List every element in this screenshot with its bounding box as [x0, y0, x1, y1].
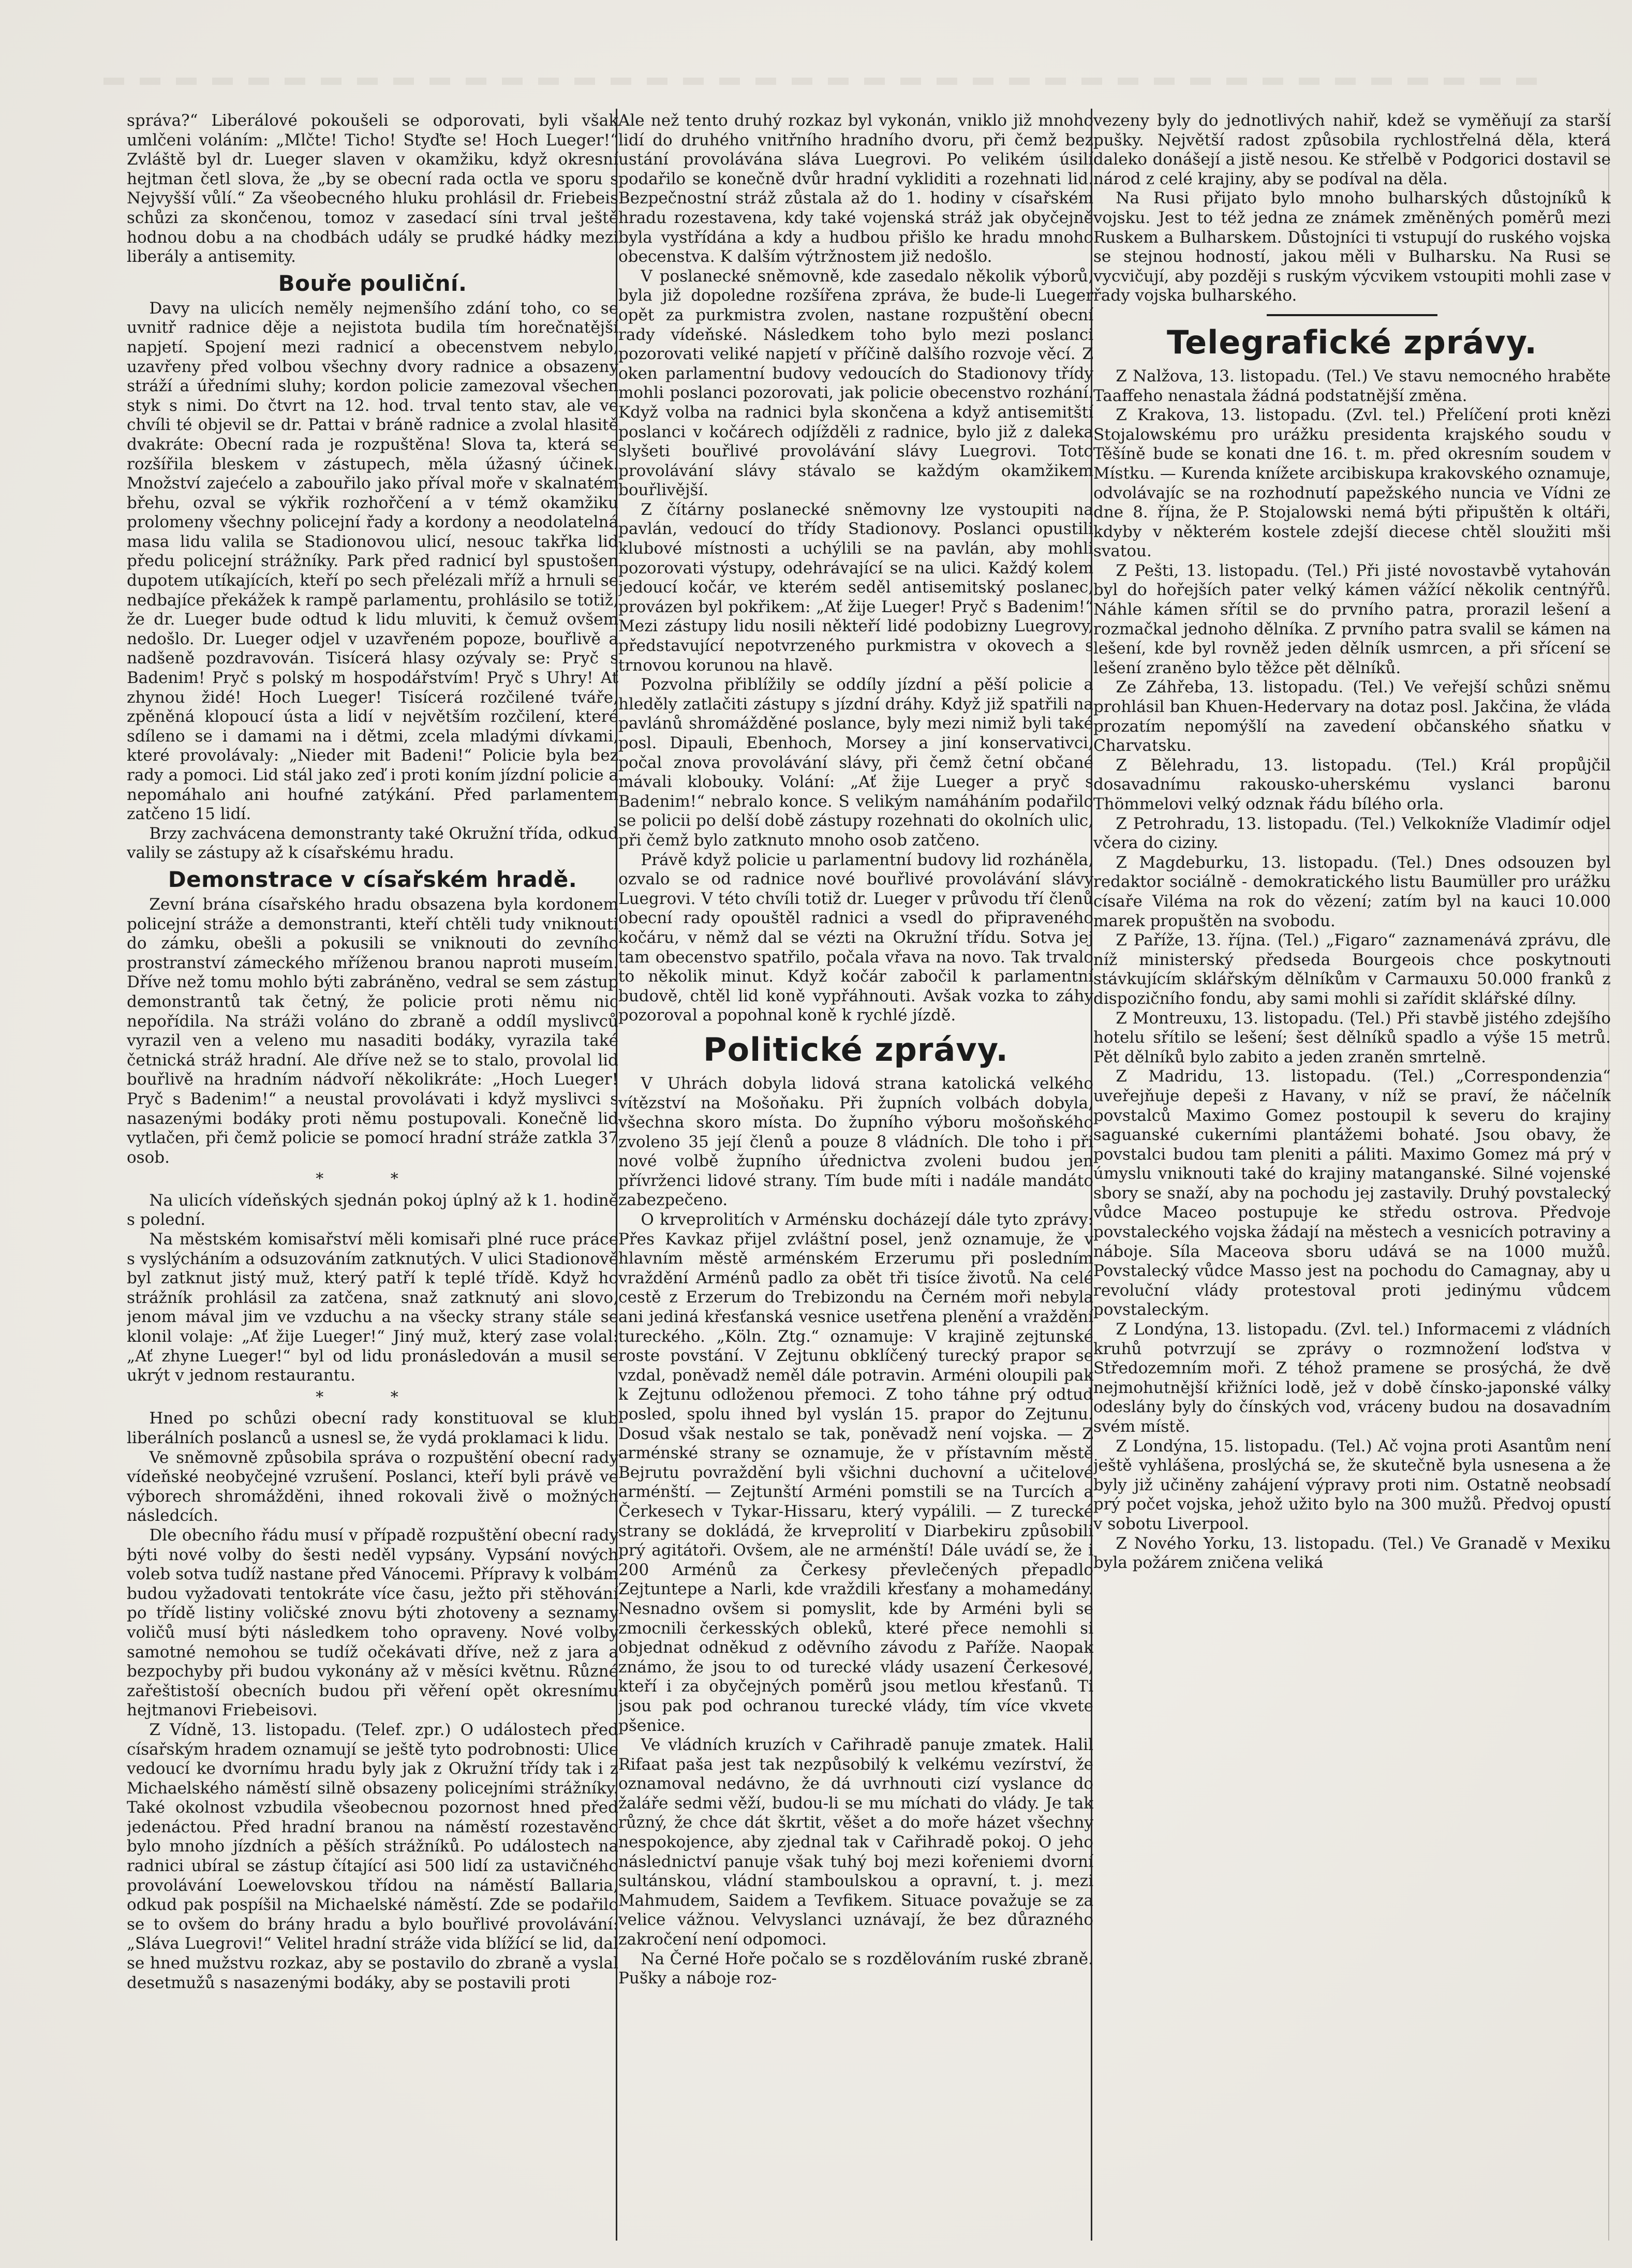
page-top-edge — [103, 78, 1552, 85]
article-paragraph: Na Černé Hoře počalo se s rozdělováním ruské zbraně. Pušky a náboje roz- — [618, 1949, 1093, 1988]
article-paragraph: Z Londýna, 15. listopadu. (Tel.) Ač vojna proti Asantům není ještě vyhlášena, proslýchá se, že skutečně byla usnesena a že byly již učiněny zahájení výpravy proti nim. Ostatně neobsadí prý počet vojska, jehož užito bylo na 300 mužů. Předvoj opustí v sobotu Liverpool. — [1093, 1436, 1611, 1533]
article-paragraph: Z Madridu, 13. listopadu. (Tel.) „Correspondenzia“ uveřejňuje depeši z Havany, v níž se praví, že náčelník povstalců Maximo Gomez postoupil k severu do krajiny saguanské cukerními plantážemi bohaté. Jsou obavy, že povstalci budou tam pleniti a páliti. Maximo Gomez má prý v úmyslu vniknouti také do krajiny matanganské. Silné vojenské sbory se snaží, aby na pochodu jej zastavily. Druhý povstalecký vůdce Maceo postupuje ke středu ostrova. Předvoje povstaleckého vojska žádají na městech a vesnicích potraviny a náboje. Síla Maceova sboru udává se na 1000 mužů. Povstalecký vůdce Masso jest na pochodu do Camagnay, aby u revoluční vlády protestoval proti jedinýmu vůdcem povstaleckým. — [1093, 1067, 1611, 1320]
article-paragraph: Z Krakova, 13. listopadu. (Zvl. tel.) Přelíčení proti knězi Stojalowskému pro urážku presidenta krajského soudu v Těšíně bude se konati dne 16. t. m. před okresním soudem v Místku. — Kurenda knížete arcibiskupa krakovského oznamuje, odvolávajíc se na rozhodnutí papežského nuncia ve Vídni ze dne 8. října, že P. Stojalowski nemá býti připuštěn k oltáři, kdyby v některém kostele zdejší diecese chtěl sloužiti mši svatou. — [1093, 406, 1611, 561]
article-paragraph: Z Nového Yorku, 13. listopadu. (Tel.) Ve Granadě v Mexiku byla požárem zničena veliká — [1093, 1534, 1611, 1573]
article-paragraph: Brzy zachvácena demonstranty také Okružní třída, odkud valily se zástupy až k císařskému hradu. — [127, 824, 618, 863]
article-paragraph: Z Paříže, 13. října. (Tel.) „Figaro“ zaznamenává zprávu, dle níž ministerský předseda Bourgeois chce poskytnouti stávkujícím sklářským dělníkům v Carmauxu 50.000 franků z dispozičního fondu, aby sami mohli si zařídit sklářské dílny. — [1093, 931, 1611, 1008]
column-left — [127, 111, 618, 2233]
article-paragraph: Z Nalžova, 13. listopadu. (Tel.) Ve stavu nemocného hraběte Taaffeho nenastala žádná podstatnější změna. — [1093, 366, 1611, 405]
article-paragraph: Z Petrohradu, 13. listopadu. (Tel.) Velkokníže Vladimír odjel včera do ciziny. — [1093, 814, 1611, 853]
article-paragraph: Ze Záhřeba, 13. listopadu. (Tel.) Ve veřejší schůzi sněmu prohlásil ban Khuen-Hedervary na dotaz posl. Jakčina, že vláda prozatím nepomýšlí na zavedení občanského sňatku v Charvatsku. — [1093, 678, 1611, 755]
section-rule — [1267, 314, 1437, 316]
article-paragraph: Z Bělehradu, 13. listopadu. (Tel.) Král propůjčil dosavadnímu rakousko-uherskému vyslanci baronu Thömmelovi velký odznak řádu bílého orla. — [1093, 755, 1611, 813]
article-paragraph: Z Pešti, 13. listopadu. (Tel.) Při jisté novostavbě vytahován byl do hořejších pater velký kámen vážící několik centnýřů. Náhle kámen sřítil se do prvního patra, prorazil lešení a rozmačkal jednoho dělníka. Z prvního patra svalil se kámen na lešení, kde byl rovněž jeden dělník usmrcen, a při sřícení se lešení zraněno bylo těžce pět dělníků. — [1093, 561, 1611, 677]
article-paragraph: Dle obecního řádu musí v případě rozpuštění obecní rady býti nové volby do šesti neděl vypsány. Vypsání nových voleb sotva tudíž nastane před Vánocemi. Přípravy k volbám budou vyžadovati tentokráte více času, ježto při stěhování po třídě listiny voličské znovu býti zhotoveny a seznamy voličů musí býti následkem toho opraveny. Nové volby samotné nemohou se tudíž očekávati dříve, než z jara a bezpochyby při budou vykonány až v měsíci květnu. Různé zařeštistoší obecních budou při věření opět okresnímu hejtmanovi Friebeisovi. — [127, 1525, 618, 1720]
article-paragraph: Z Magdeburku, 13. listopadu. (Tel.) Dnes odsouzen byl redaktor sociálně - demokratického listu Baumüller pro urážku císaře Viléma na rok do vězení; zatím byl na kauci 10.000 marek propuštěn na svobodu. — [1093, 853, 1611, 930]
article-paragraph: Z Vídně, 13. listopadu. (Telef. zpr.) O událostech před císařským hradem oznamují se ještě tyto podrobnosti: Ulice vedoucí ke dvornímu hradu byly jak z Okružní třídy tak i z Michaelského náměstí silně obsazeny policejními strážníky. Také okolnost vzbudila všeobecnou pozornost hned před jedenáctou. Před hradní branou na náměstí rozestavěno bylo mnoho jízdních a pěších strážníků. Po událostech na radnici ubíral se zástup čítající asi 500 lidí za ustavičného provolávání Loewelovskou třídou na náměstí Ballaria, odkud pak pospíšil na Michaelské náměstí. Zde se podařilo se to ovšem do brány hradu a bylo bouřlivé provolávání: „Sláva Luegrovi!“ Velitel hradní stráže vida blížící se lid, dal se hned mužstvu rozkaz, aby se postavilo do zbraně a vyslal desetmužů s nasazenými bodáky, aby se postavili proti — [127, 1720, 618, 1992]
column-right — [1093, 111, 1611, 2233]
article-paragraph: Ve vládních kruzích v Cařihradě panuje zmatek. Halil Rifaat paša jest tak nezpůsobilý k velkému vezírství, že oznamoval nedávno, že dá uvrhnouti cizí vyslance do žaláře sedmi věží, budou-li se mu míchati do vlády. Je tak různý, že chce dát škrtit, věšet a do moře házet všechny nespokojence, aby zjednal tak v Cařihradě pokoj. O jeho následnictví panuje však tuhý boj mezi kořeniemi dvorní sultánskou, vládní stamboulskou a opravní, t. j. mezi Mahmudem, Saidem a Tevfikem. Situace považuje se za velice vážnou. Velvyslanci uznávají, že bez důrazného zakročení není odpomoci. — [618, 1736, 1093, 1949]
article-paragraph: O krveprolitích v Arménsku docházejí dále tyto zprávy: Přes Kavkaz přijel zvláštní posel, jenž oznamuje, že v hlavním městě arménském Erzerumu při posledním vraždění Arménů padlo za obět tři tisíce životů. Na celé cestě z Erzerum do Trebizondu na Černém moři nebyla ani jediná křesťanská vesnice usetřena plenění a vraždění tureckého. „Köln. Ztg.“ oznamuje: V krajině zejtunské roste povstání. V Zejtunu obklíčený turecký prapor se vzdal, poněvadž neměl dále potravin. Arméni oloupili pak k Zejtunu odloženou přemoci. Z toho táhne prý odtud posled, spolu ihned byl vyslán 15. prapor do Zejtunu. Dosud však nestalo se tak, poněvadž není vojska. — Z arménské strany se oznamuje, že v přístavním městě Bejrutu povraždění byli všichni duchovní a učitelové arménští. — Zejtunští Arméni pomstili se na Turcích a Čerkesech v Tykar-Hissaru, který vypálili. — Z turecké strany se dokládá, že krveprolití v Diarbekiru způsobili prý agitátoři. Ovšem, ale ne arménští! Dále uvádí se, že i 200 Arménů za Čerkesy převlečených přepadlo Zejtuntepe a Narli, kde vraždili křesťany a mohamedány. Nesnadno ovšem si pomyslit, kde by Arméni byli se zmocnili čerkesských obleků, které přece nemohli si objednat odněkud z oděvního závodu z Paříže. Naopak známo, že jsou to od turecké vlády usazení Čerkesové, kteří i za obyčejných poměrů jsou metlou křesťanů. Ti jsou pak pod ochranou turecké vlády, tím více vkvete pšenice. — [618, 1210, 1093, 1735]
article-paragraph: V Uhrách dobyla lidová strana katolická velkého vítězství na Mošoňaku. Při župních volbách dobyla, všechna skoro místa. Do župního výboru mošoňského zvoleno 35 její členů a pouze 8 vládních. Dle toho i při nové volbě župního úřednictva zvoleni budou jen přívrženci lidové strany. Tím bude míti i nadále mandáto zabezpečeno. — [618, 1074, 1093, 1210]
section-separator: * * — [316, 1388, 429, 1406]
section-heading: Politické zprávy. — [703, 1030, 1008, 1069]
article-paragraph: Hned po schůzi obecní rady konstituoval se klub liberálních poslanců a usnesl se, že vydá proklamaci k lidu. — [127, 1409, 618, 1447]
article-paragraph: Na městském komisařství měli komisaři plné ruce práce s vyslýcháním a odsuzováním zatknutých. V ulici Stadionově byl zatknut jistý muž, který patří k teplé třídě. Když ho strážník prohlásil za zatčena, snaž zatknutý ani slovo, jenom mával jim ve vzduchu a na všecky strany stále se klonil volaje: „Ať žije Lueger!“ Jiný muž, který zase volal: „Ať zhyne Lueger!“ byl od lidu pronásledován a musil se ukrýt v jednom restaurantu. — [127, 1230, 618, 1385]
article-paragraph: Právě když policie u parlamentní budovy lid rozháněla, ozvalo se od radnice nové bouřlivé provolávání slávy Luegrovi. V této chvíli totiž dr. Lueger v průvodu tří členů obecní rady opouštěl radnici a vsedl do připraveného kočáru, v němž dal se vézti na Okružní třídu. Sotva jej tam obecenstvo spatřilo, počala vřava na novo. Tak trvalo to několik minut. Když kočár zabočil k parlamentní budově, chtěl lid koně vypřáhnouti. Avšak vozka to záhy pozoroval a popohnal koně k rychlé jízdě. — [618, 850, 1093, 1025]
article-paragraph: V poslanecké sněmovně, kde zasedalo několik výborů, byla již dopoledne rozšířena zpráva, že bude-li Lueger opět za purkmistra zvolen, nastane rozpuštění obecní rady vídeňské. Následkem toho bylo mezi poslanci pozorovati veliké napjetí v příčině dalšího rozvoje věcí. Z oken parlamentní budovy vedoucích do Stadionovy třídy mohli poslanci pozorovati, jak policie obecenstvo rozhání. Když volba na radnici byla skončena a když antisemitští poslanci v kočárech odjížděli z radnice, bylo již z daleka slyšeti bouřlivé provolávání slávy Luegrovi. Toto provolávání slávy stávalo se každým okamžikem bouřlivější. — [618, 266, 1093, 500]
article-paragraph: správa?“ Liberálové pokoušeli se odporovati, byli však umlčeni voláním: „Mlčte! Ticho! Styďte se! Hoch Lueger!“ Zvláště byl dr. Lueger slaven v okamžiku, když okresní hejtman četl slova, že „by se obecní rada octla ve sporu s Nejvyšší vůlí.“ Za všeobecného hluku prohlásil dr. Friebeis schůzi za skončenou, tomoz v zasedací síni trval ještě hodnou dobu a na chodbách udály se prudké hádky mezi liberály a antisemity. — [127, 111, 618, 266]
article-paragraph: Ve sněmovně způsobila správa o rozpuštění obecní rady vídeňské neobyčejné vzrušení. Poslanci, kteří byli právě ve výborech shromážděni, ihned rokovali živě o možných následcích. — [127, 1448, 618, 1525]
article-heading: Demonstrace v císařském hradě. — [168, 866, 577, 892]
article-paragraph: Na ulicích vídeňských sjednán pokoj úplný až k 1. hodině s polední. — [127, 1191, 618, 1229]
article-paragraph: Z Londýna, 13. listopadu. (Zvl. tel.) Informacemi z vládních kruhů potvrzují se zprávy o rozmnožení loďstva v Středozemním moři. Z téhož pramene se prosýchá, že dvě nejmohutnější křižníci lodě, jež v době čínsko-japonské války odeslány byly do čínských vod, vráceny budou na dosavadním svém místě. — [1093, 1320, 1611, 1436]
article-paragraph: vezeny byly do jednotlivých nahiř, kdež se vyměňují za starší pušky. Největší radost způsobila rychlostřelná děla, která daleko donášejí a jistě nesou. Ke střelbě v Podgorici dostavil se národ z celé krajiny, aby se podíval na děla. — [1093, 111, 1611, 188]
article-paragraph: Z Montreuxu, 13. listopadu. (Tel.) Při stavbě jistého zdejšího hotelu sřítilo se lešení; šest dělníků spadlo a výše 15 metrů. Pět dělníků bylo zabito a jeden zraněn smrtelně. — [1093, 1009, 1611, 1066]
article-paragraph: Z čítárny poslanecké sněmovny lze vystoupiti na pavlán, vedoucí do třídy Stadionovy. Poslanci opustili klubové místnosti a uchýlili se na pavlán, aby mohli pozorovati výstupy, odehrávající se na ulici. Každý kolem jedoucí kočár, ve kterém seděl antisemitský poslanec, provázen byl pokřikem: „Ať žije Lueger! Pryč s Badenim!“ Mezi zástupy lidu nosili někteří lidé podobizny Luegrovy, představující nepotvrzeného purkmistra v okovech a s trnovou korunou na hlavě. — [618, 500, 1093, 675]
article-paragraph: Pozvolna přiblížily se oddíly jízdní a pěší policie a hleděly zatlačiti zástupy s jízdní dráhy. Když již spatřili na pavlánů shromážděné poslance, byly mezi nimiž byli také posl. Dipauli, Ebenhoch, Morsey a jiní konservativci, počal znova provolávání slávy, při čemž četní občané mávali klobouky. Volání: „Ať žije Lueger a pryč s Badenim!“ nebralo konce. S velikým namáháním podařilo se policii po delší době zástupy rozehnati do okolních ulic, při čemž bylo zatknuto mnoho osob zatčeno. — [618, 675, 1093, 850]
column-middle — [618, 111, 1093, 2233]
section-heading: Telegrafické zprávy. — [1167, 323, 1537, 361]
article-paragraph: Davy na ulicích neměly nejmenšího zdání toho, co se uvnitř radnice děje a nejistota budila tím horečnatější napjetí. Spojení mezi radnicí a obecenstvem nebylo, uzavřeny před volbou všechny dvory radnice a obsazeny stráží a úředními sluhy; kordon policie zamezoval všechen styk s nimi. Do čtvrt na 12. hod. trval tento stav, ale ve chvíli té objevil se dr. Pattai v bráně radnice a zvolal hlasitě dvakráte: Obecní rada je rozpuštěna! Slova ta, která se rozšířila bleskem v zástupech, měla úžasný účinek. Množství zajećelo a zabouřilo jako příval moře v skalnatém břehu, ozval se výkřik rozhořčení a v témž okamžiku prolomeny všechny policejní řady a kordony a neodolatelná masa lidu valila se Stadionovou ulicí, nesouc takřka lid předu policejní strážníky. Park před radnicí byl spustošen dupotem utíkajících, kteří po sech přelézali mříž a hrnuli se nedbajíce překážek k rampě parlamentu, prohlásilo se totiž, že dr. Lueger bude odtud k lidu mluviti, k čemuž ovšem nedošlo. Dr. Lueger odjel v uzavřeném popoze, bouřlivě a nadšeně pozdravován. Tisícerá hlasy ozývaly se: Pryč s Badenim! Pryč s polský m hospodářstvím! Pryč s Uhry! Ať zhynou židé! Hoch Lueger! Tisícerá rozčilené tváře, zpěněná klopoucí ústa a lidí v největším rozčilení, které sdíleno se i damami na i dětmi, zcela mladými dívkami, které provolávaly: „Nieder mit Badeni!“ Policie byla bez rady a pomoci. Lid stál jako zeď i proti koním jízdní policie a nepomáhalo ani houfné zatýkání. Před parlamentem zatčeno 15 lidí. — [127, 299, 618, 824]
article-paragraph: Zevní brána císařského hradu obsazena byla kordonem policejní stráže a demonstranti, kteří chtěli tudy vniknouti do zámku, obešli a pokusili se vniknouti do zevního prostranství zámeckého mříženou branou naproti museím. Dříve než tomu mohlo býti zabráněno, vedral se sem zástup demonstrantů tak četný, že policie proti němu nic nepořídila. Na stráži voláno do zbraně a oddíl myslivců vyrazil ven a veleno mu nasaditi bodáky, vyrazila také četnická stráž hradní. Ale dříve než se to stalo, provolal lid bouřlivě na hradním nádvoří několikráte: „Hoch Lueger! Pryč s Badenim!“ a neustal provolávati i když myslivci s nasazenými bodáky proti němu postupovali. Konečně lid vytlačen, při čemž policie se pomocí hradní stráže zatkla 37 osob. — [127, 895, 618, 1167]
article-heading: Bouře pouliční. — [278, 270, 467, 296]
section-separator: * * — [316, 1170, 429, 1189]
article-paragraph: Ale než tento druhý rozkaz byl vykonán, vniklo již mnoho lidí do druhého vnitřního hradního dvoru, při čemž bez ustání provolávána sláva Luegrovi. Po velikém úsilí podařilo se konečně dvůr hradní vykliditi a rozehnati lid. Bezpečnostní stráž zůstala až do 1. hodiny v císařském hradu rozestavena, kdy také vojenská stráž jak obyčejně byla vystřídána a kdy a hudbou přišlo ke hradu mnoho obecenstva. K dalším výtržnostem již nedošlo. — [618, 111, 1093, 266]
article-paragraph: Na Rusi přijato bylo mnoho bulharských důstojníků k vojsku. Jest to též jedna ze známek změněných poměrů mezi Ruskem a Bulharskem. Důstojníci ti vstupují do ruského vojska se stejnou hodností, jakou měli v Bulharsku. Na Rusi se vycvičují, aby později s ruským výcvikem vstoupiti mohli zase v řady vojska bulharského. — [1093, 189, 1611, 305]
